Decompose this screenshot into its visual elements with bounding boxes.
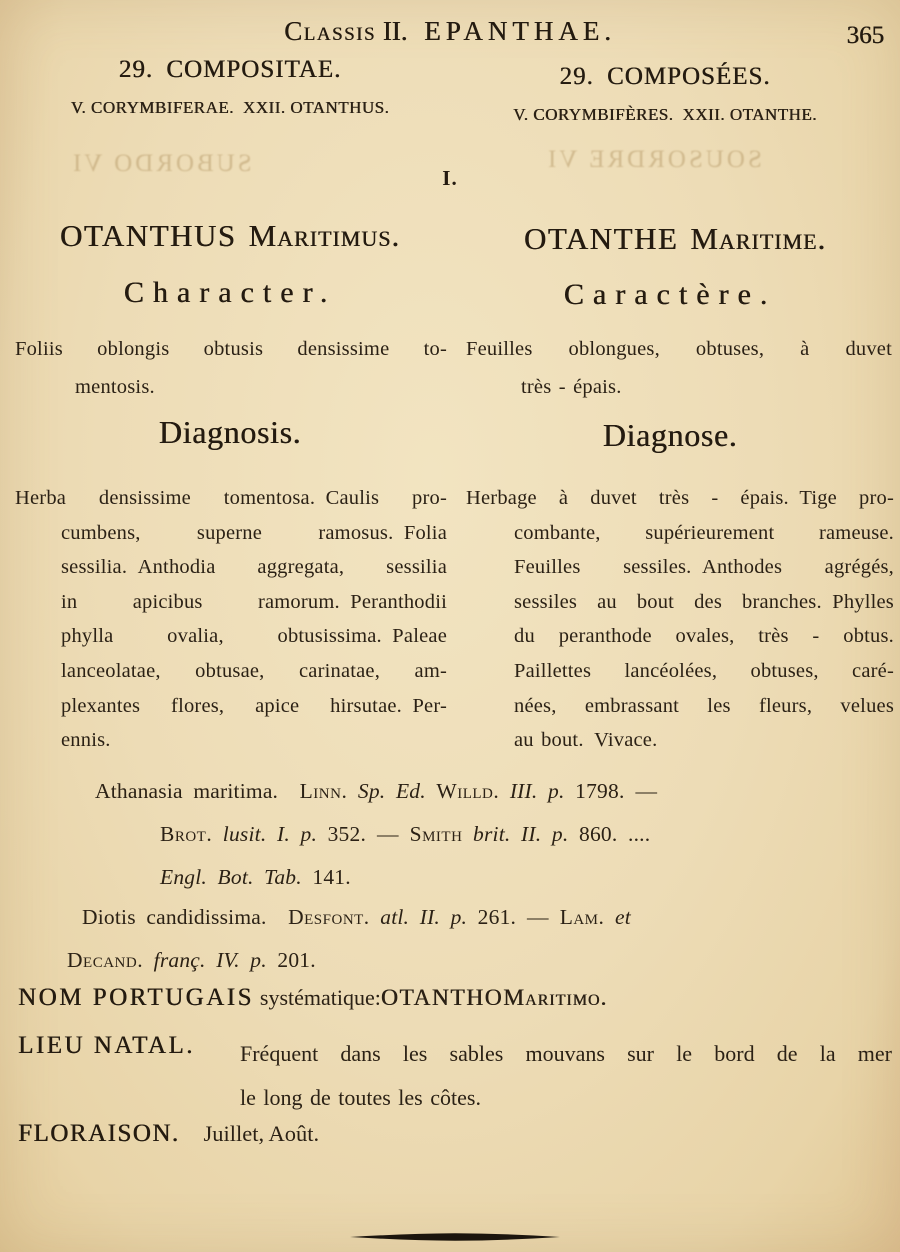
- text-segment: Smith: [409, 822, 463, 846]
- text-segment: Diotis candidissima.: [82, 905, 289, 929]
- text-segment: 201.: [266, 948, 316, 972]
- character-heading-latin: Character.: [123, 276, 337, 309]
- running-title-classis: Classis: [284, 16, 376, 46]
- family-line-latin: V. CORYMBIFERAE. XXII. OTANTHUS.: [70, 98, 390, 117]
- species-title-french: [455, 221, 895, 257]
- text-segment: [347, 779, 358, 803]
- synonym-paragraph-diotis: [67, 896, 827, 982]
- flowering-value: Juillet, Août.: [203, 1121, 320, 1146]
- portuguese-name-line: [18, 984, 878, 1012]
- text-segment: et: [614, 905, 631, 929]
- text-segment: Athanasia maritima.: [95, 779, 300, 803]
- order-heading-latin: 29. COMPOSITAE.: [118, 56, 342, 83]
- text-line: sessiles au bout des branches. Phylles: [514, 590, 894, 613]
- diagnosis-paragraph-latin: [15, 481, 447, 758]
- flowering-row: [18, 1120, 319, 1148]
- bleedthrough-text-left: SUBORDO VI: [70, 150, 252, 177]
- text-segment: Linn.: [299, 779, 348, 803]
- running-title-number: II.: [382, 16, 408, 46]
- text-line: nées, embrassant les fleurs, velues: [514, 694, 894, 717]
- text-line: sessilia. Anthodia aggregata, sessilia: [61, 556, 447, 579]
- section-divider-rule: [348, 1232, 562, 1242]
- text-line: cumbens, superne ramosus. Folia: [61, 521, 447, 544]
- habitat-text: [240, 1032, 892, 1120]
- text-segment: Desfont.: [288, 905, 370, 929]
- text-line: Feuilles oblongues, obtuses, à duvet: [466, 338, 892, 360]
- text-segment: OTANTHO: [380, 985, 504, 1011]
- text-line: Herbage à duvet très - épais. Tige pro-: [466, 487, 894, 509]
- section-numeral: I.: [442, 166, 458, 190]
- text-line: phylla ovalia, obtusissima. Paleae: [61, 625, 447, 648]
- text-line: [82, 896, 827, 939]
- text-segment: 352. —: [317, 822, 410, 846]
- text-segment: [143, 948, 154, 972]
- text-segment: systématique:: [259, 985, 381, 1010]
- text-segment: NOM PORTUGAIS: [18, 984, 254, 1011]
- text-line: Herba densissime tomentosa. Caulis pro-: [15, 487, 447, 509]
- bleedthrough-text-right: SOUSORDRE VI: [545, 146, 762, 173]
- text-line: combante, supérieurement rameuse.: [514, 521, 894, 544]
- diagnosis-heading-latin: Diagnosis.: [158, 414, 302, 450]
- text-line: Fréquent dans les sables mouvans sur le bord de la mer: [240, 1041, 892, 1066]
- text-line: du peranthode ovales, très - obtus.: [514, 625, 894, 648]
- text-segment: [212, 822, 223, 846]
- text-segment: atl. II. p.: [380, 905, 468, 929]
- text-line: lanceolatae, obtusae, carinatae, am-: [61, 659, 447, 682]
- text-line: [160, 813, 837, 856]
- text-line: mentosis.: [75, 376, 155, 398]
- epithet-french: Maritime.: [690, 221, 827, 256]
- diagnosis-heading-french: Diagnose.: [602, 417, 738, 453]
- genus-latin: OTANTHUS: [59, 218, 237, 253]
- habitat-label: LIEU NATAL.: [18, 1032, 195, 1059]
- column-header-french: [455, 63, 875, 125]
- text-segment: [604, 905, 615, 929]
- text-segment: Sp. Ed.: [357, 779, 426, 803]
- text-line: ennis.: [61, 729, 111, 752]
- text-segment: Decand.: [67, 948, 144, 972]
- text-line: plexantes flores, apice hirsutae. Per-: [61, 694, 447, 717]
- text-segment: 1798. —: [564, 779, 658, 803]
- genus-french: OTANTHE: [523, 221, 679, 256]
- flowering-label: FLORAISON.: [18, 1120, 180, 1147]
- running-title: [0, 16, 900, 47]
- text-segment: 261. —: [467, 905, 560, 929]
- text-line: très - épais.: [521, 376, 622, 398]
- character-heading-french: Caractère.: [563, 278, 777, 311]
- text-segment: lusit. I. p.: [222, 822, 318, 846]
- page-number: 365: [846, 22, 884, 49]
- text-segment: 860. ....: [568, 822, 651, 846]
- text-segment: 141.: [301, 865, 351, 889]
- text-line: le long de toutes les côtes.: [240, 1085, 481, 1110]
- text-line: Feuilles sessiles. Anthodes agrégés,: [514, 556, 894, 579]
- text-segment: Engl. Bot. Tab.: [160, 865, 302, 889]
- text-segment: franç. IV. p.: [153, 948, 267, 972]
- text-line: [160, 856, 837, 899]
- text-line: Foliis oblongis obtusis densissime to-: [15, 338, 447, 360]
- text-line: Paillettes lancéolées, obtuses, caré-: [514, 659, 894, 682]
- character-paragraph-latin: [15, 330, 447, 406]
- text-segment: Brot.: [160, 822, 213, 846]
- order-heading-french: 29. COMPOSÉES.: [559, 63, 771, 90]
- character-paragraph-french: [466, 330, 892, 406]
- running-title-epanthae: EPANTHAE.: [424, 16, 616, 46]
- text-segment: Willd.: [436, 779, 500, 803]
- text-line: in apicibus ramorum. Peranthodii: [61, 590, 447, 613]
- epithet-latin: Maritimus.: [248, 218, 401, 253]
- text-segment: Lam.: [559, 905, 605, 929]
- text-line: [67, 939, 827, 982]
- text-segment: [370, 905, 381, 929]
- text-segment: [462, 822, 473, 846]
- text-segment: [426, 779, 437, 803]
- text-segment: III. p.: [509, 779, 565, 803]
- text-line: [95, 770, 837, 813]
- text-segment: Maritimo.: [503, 985, 608, 1011]
- habitat-row: [18, 1032, 892, 1120]
- diagnosis-paragraph-french: [466, 481, 894, 758]
- column-header-latin: [15, 56, 445, 118]
- synonym-paragraph-athanasia: [95, 770, 837, 899]
- text-line: au bout. Vivace.: [514, 729, 658, 752]
- text-segment: [499, 779, 510, 803]
- text-segment: brit. II. p.: [473, 822, 569, 846]
- species-title-latin: [5, 218, 455, 254]
- family-line-french: V. CORYMBIFÈRES. XXII. OTANTHE.: [513, 105, 817, 124]
